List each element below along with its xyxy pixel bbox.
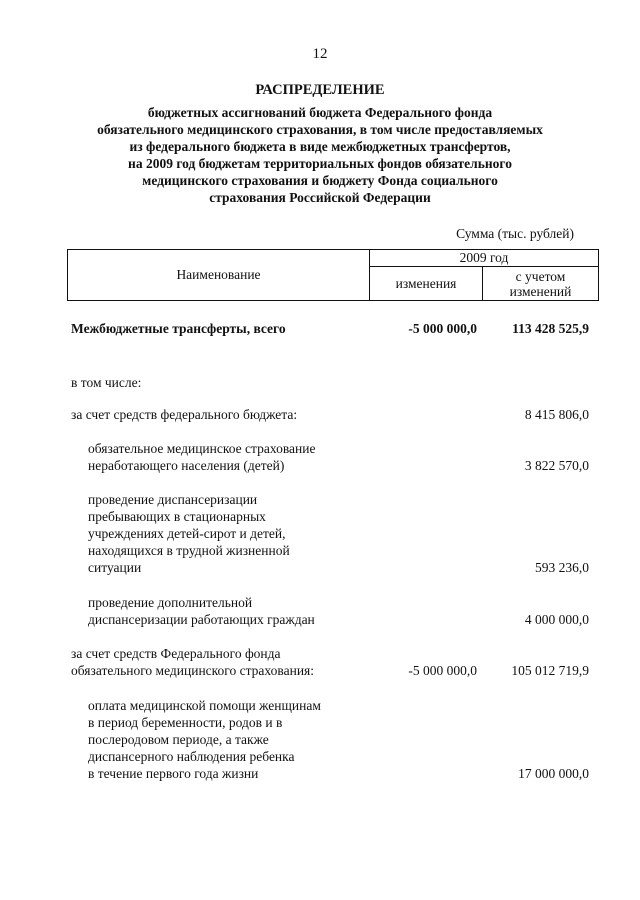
row-label — [88, 440, 315, 474]
row-label-line: пребывающих в стационарных — [88, 509, 266, 524]
row-with-changes-value: 4 000 000,0 — [524, 612, 589, 627]
row-label-line: за счет средств федерального бюджета: — [71, 407, 298, 422]
subtitle-line: бюджетных ассигнований бюджета Федерального фонда — [147, 105, 493, 120]
header-with-changes-cell — [483, 267, 598, 300]
row-label — [88, 594, 315, 628]
row-label-line: неработающего населения (детей) — [88, 458, 285, 473]
subtitle-line: на 2009 год бюджетам территориальных фондов обязательного — [128, 156, 512, 171]
page-number: 12 — [312, 46, 328, 62]
row-label-line: диспансерного наблюдения ребенка — [88, 749, 295, 764]
row-label — [88, 697, 321, 782]
header-changes: изменения — [395, 275, 457, 291]
row-label-line: проведение дополнительной — [88, 595, 253, 610]
document-title: РАСПРЕДЕЛЕНИЕ — [255, 82, 385, 98]
row-label-line: в том числе: — [71, 375, 142, 390]
row-label — [71, 406, 297, 423]
header-name-cell — [68, 250, 370, 300]
row-with-changes-value: 17 000 000,0 — [518, 766, 589, 781]
header-changes-cell — [370, 267, 483, 300]
row-changes-value: -5 000 000,0 — [408, 663, 477, 678]
row-label-line: учреждениях детей-сирот и детей, — [88, 526, 286, 541]
header-with-changes-line: с учетом — [515, 268, 566, 284]
row-label-line: обязательное медицинское страхование — [88, 441, 316, 456]
row-label-line: обязательного медицинского страхования: — [71, 663, 314, 678]
table-header — [67, 249, 599, 301]
row-label-line: Межбюджетные трансферты, всего — [71, 321, 286, 336]
units-note: Сумма (тыс. рублей) — [456, 226, 574, 241]
row-with-changes-value: 593 236,0 — [535, 560, 589, 575]
row-with-changes-value: 105 012 719,9 — [511, 663, 589, 678]
subtitle-line: обязательного медицинского страхования, в том числе предоставляемых — [97, 122, 543, 137]
row-with-changes-value: 113 428 525,9 — [512, 321, 589, 336]
document-subtitle — [40, 104, 600, 206]
row-label-line: находящихся в трудной жизненной — [88, 543, 290, 558]
row-label-line: в течение первого года жизни — [88, 766, 259, 781]
header-year-cell: 2009 год — [370, 250, 598, 267]
row-label — [71, 645, 314, 679]
row-label — [71, 374, 141, 391]
header-name: Наименование — [176, 267, 261, 282]
row-label-line: оплата медицинской помощи женщинам — [88, 698, 321, 713]
row-label — [88, 491, 290, 576]
subtitle-line: из федерального бюджета в виде межбюджетных трансфертов, — [129, 139, 511, 154]
row-changes-value: -5 000 000,0 — [408, 321, 477, 336]
row-label-line: проведение диспансеризации — [88, 492, 258, 507]
row-with-changes-value: 3 822 570,0 — [524, 458, 589, 473]
subtitle-line: страхования Российской Федерации — [209, 190, 431, 205]
row-label-line: диспансеризации работающих граждан — [88, 612, 315, 627]
row-label — [71, 320, 286, 337]
row-label-line: ситуации — [88, 560, 142, 575]
row-label-line: за счет средств Федерального фонда — [71, 646, 281, 661]
row-label-line: послеродовом периоде, а также — [88, 732, 269, 747]
header-with-changes-line: изменений — [509, 283, 572, 299]
subtitle-line: медицинского страхования и бюджету Фонда социального — [142, 173, 498, 188]
row-with-changes-value: 8 415 806,0 — [524, 407, 589, 422]
row-label-line: в период беременности, родов и в — [88, 715, 283, 730]
